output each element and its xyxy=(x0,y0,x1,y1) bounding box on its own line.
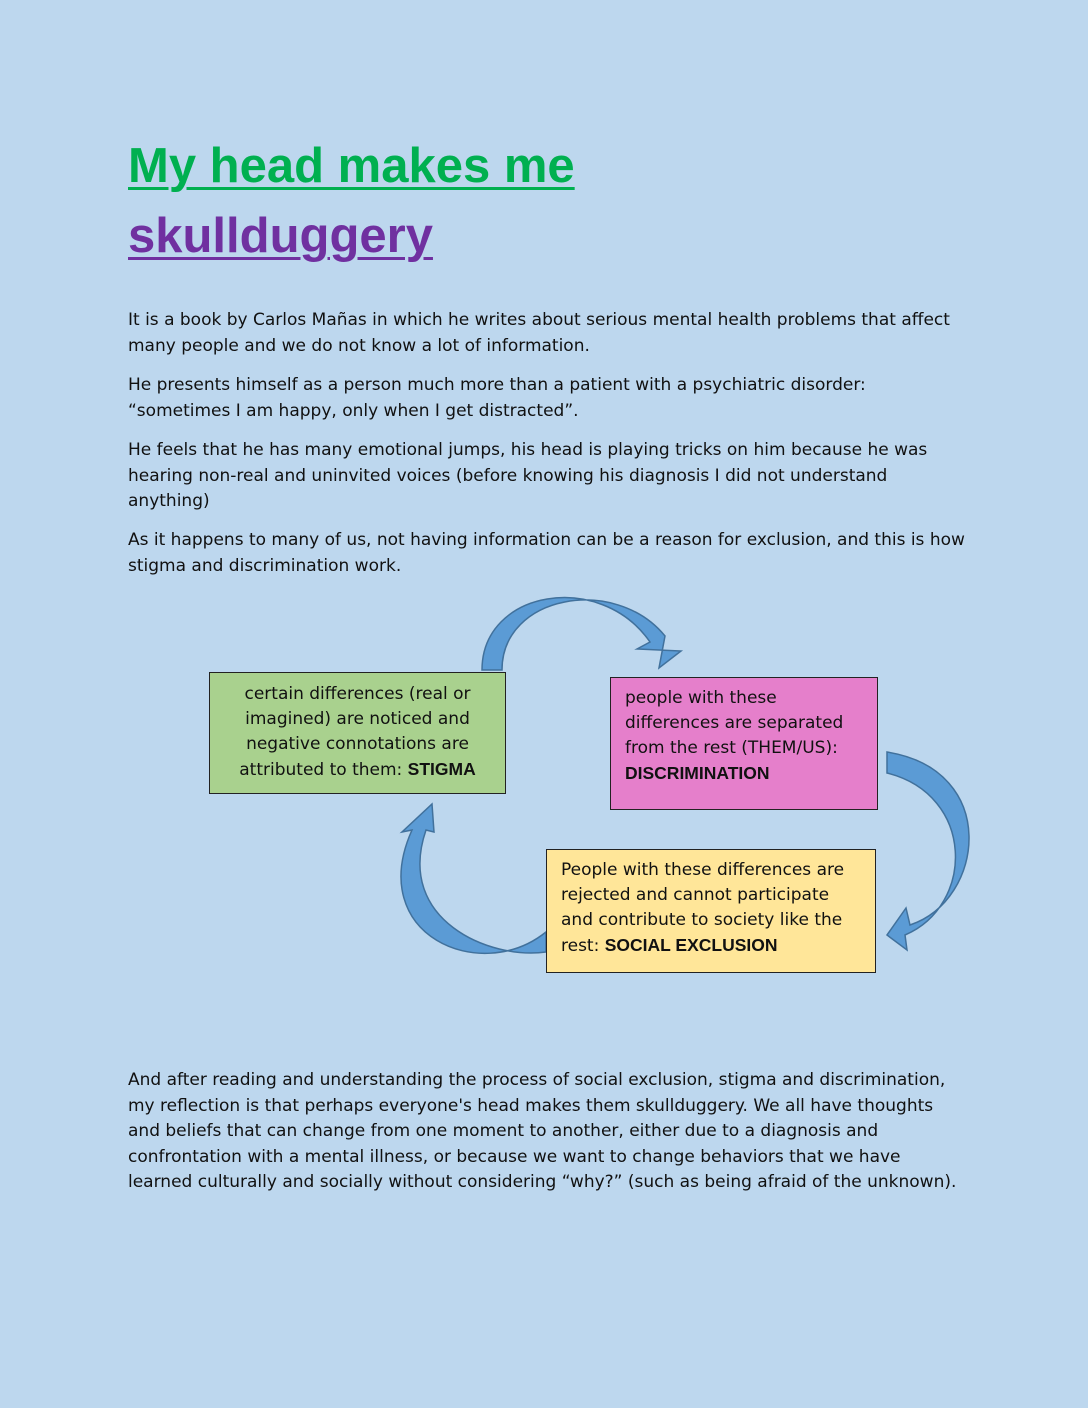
curved-arrow-right-icon xyxy=(887,752,969,950)
title-line-1: My head makes me xyxy=(128,139,575,193)
exclusion-keyword: SOCIAL EXCLUSION xyxy=(604,935,778,955)
title-line-2: skullduggery xyxy=(128,209,433,263)
exclusion-text: People with these differences are rejected and cannot participate and contribute to society like the rest: xyxy=(561,860,845,956)
stigma-keyword: STIGMA xyxy=(407,759,476,779)
curved-arrow-left-icon xyxy=(401,804,546,953)
paragraph-emotional-jumps: He feels that he has many emotional jumps, his head is playing tricks on him because he was hearing non-real and uninvited voices (before knowing his diagnosis I did not understand anything) xyxy=(128,440,928,511)
stigma-text: certain differences (real or imagined) are noticed and negative connotations are attributed to them: xyxy=(239,684,471,780)
discrimination-box xyxy=(610,677,878,810)
discrimination-text: people with these differences are separated from the rest (THEM/US): xyxy=(625,688,844,758)
paragraph-self-presentation: He presents himself as a person much more than a patient with a psychiatric disorder: “sometimes I am happy, only when I get distracted”. xyxy=(128,375,866,421)
stigma-box xyxy=(209,672,506,794)
paragraph-exclusion-intro: As it happens to many of us, not having information can be a reason for exclusion, and this is how stigma and discrimination work. xyxy=(128,530,965,576)
discrimination-keyword: DISCRIMINATION xyxy=(625,763,770,783)
curved-arrow-top-icon xyxy=(482,598,681,670)
paragraph-reflection: And after reading and understanding the process of social exclusion, stigma and discrimination, my reflection is that perhaps everyone's head makes them skullduggery. We all have thoughts and beliefs that can change from one moment to another, either due to a diagnosis and confrontation with a mental illness, or because we want to change behaviors that we have learned culturally and socially without considering “why?” (such as being afraid of the unknown). xyxy=(128,1070,957,1192)
paragraph-intro: It is a book by Carlos Mañas in which he writes about serious mental health problems that affect many people and we do not know a lot of information. xyxy=(128,310,950,356)
social-exclusion-box xyxy=(546,849,876,973)
